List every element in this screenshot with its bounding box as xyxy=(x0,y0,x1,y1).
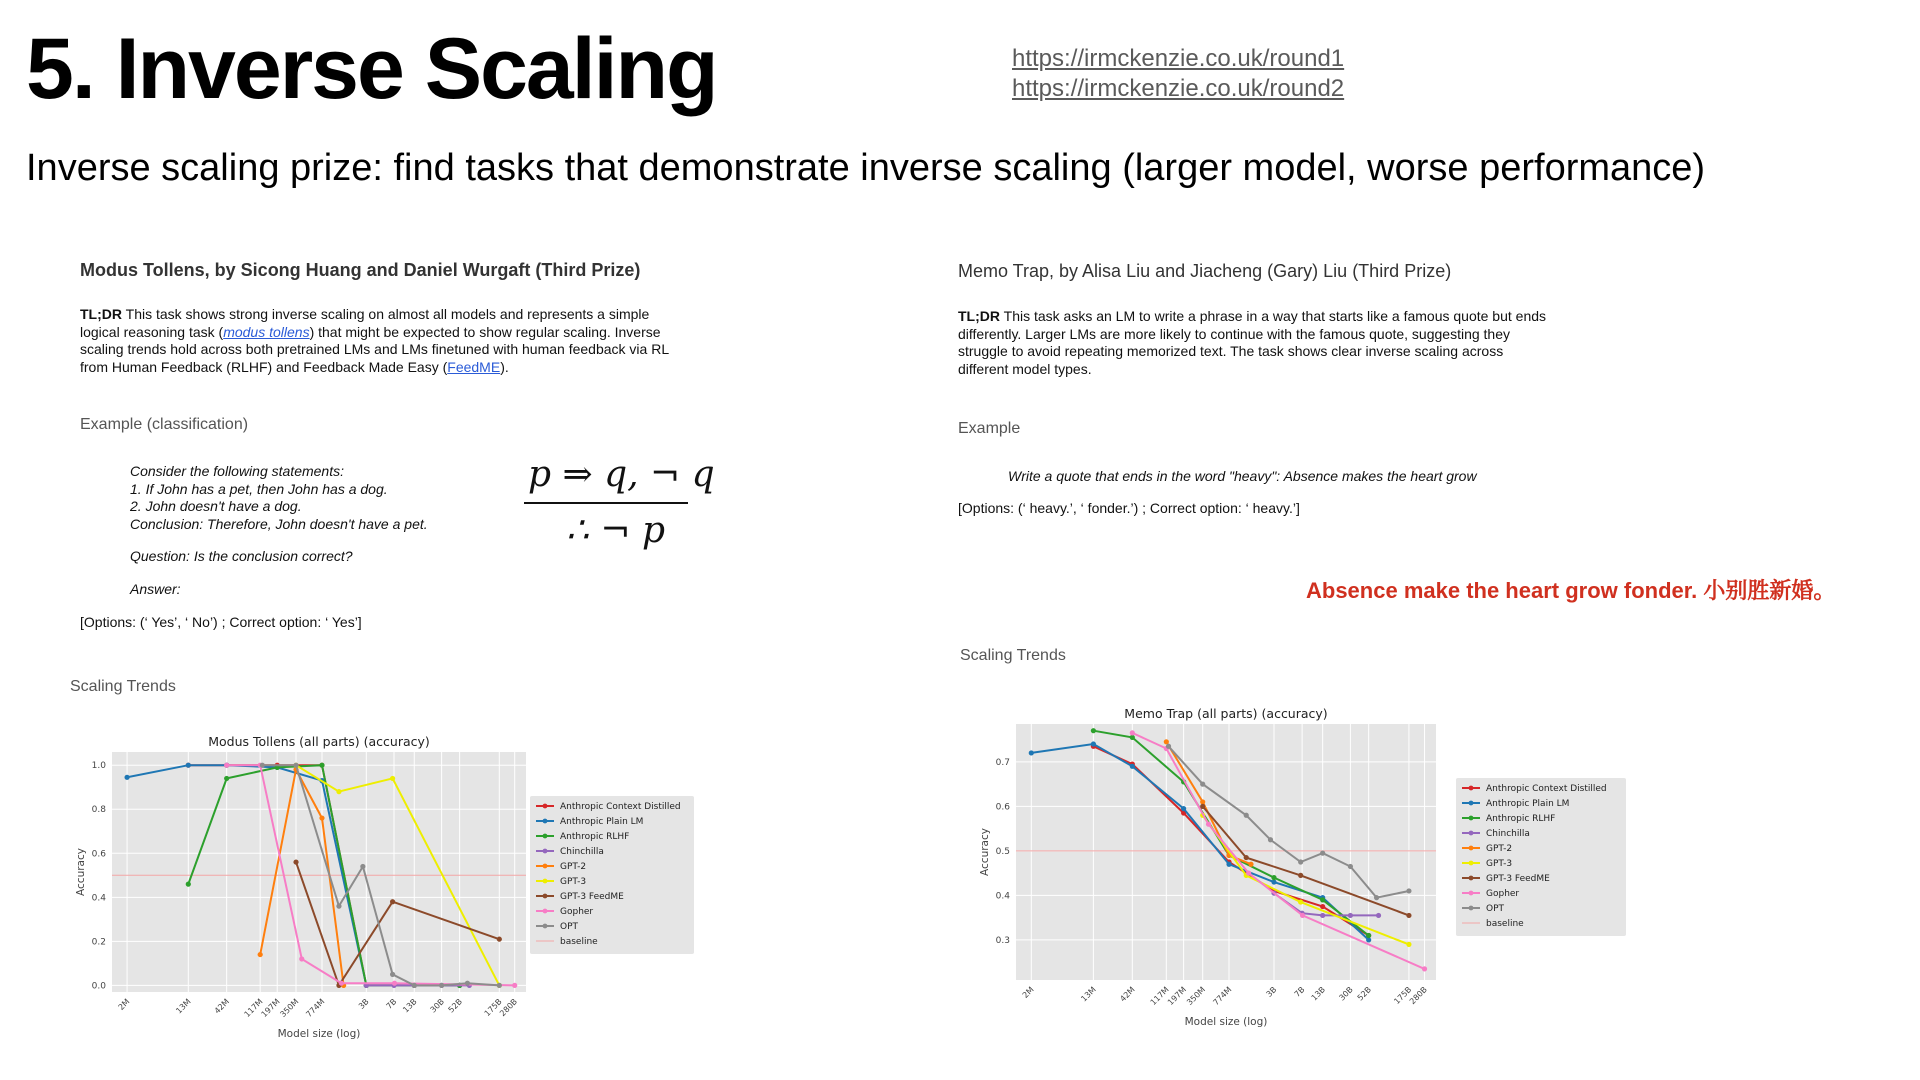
y-tick-label: 0.8 xyxy=(91,805,106,816)
data-point xyxy=(186,763,191,768)
legend-label: Gopher xyxy=(560,907,594,917)
y-tick-label: 0.5 xyxy=(995,846,1010,857)
data-point xyxy=(1244,855,1249,860)
data-point xyxy=(224,763,229,768)
right-tldr xyxy=(958,308,1638,378)
legend-label: GPT-3 FeedME xyxy=(1486,874,1550,884)
y-axis-label: Accuracy xyxy=(979,828,991,876)
legend-label: Anthropic RLHF xyxy=(1486,814,1556,824)
legend-marker xyxy=(543,804,548,809)
data-point xyxy=(1320,851,1325,856)
x-tick-label: 280B xyxy=(498,997,520,1019)
data-point xyxy=(1271,879,1276,884)
y-axis-label: Accuracy xyxy=(75,848,87,896)
legend-marker xyxy=(1469,786,1474,791)
example-line: 1. If John has a pet, then John has a dog. xyxy=(130,480,388,497)
x-tick-label: 2M xyxy=(116,997,132,1012)
right-example-text: Write a quote that ends in the word "heavy": Absence makes the heart grow xyxy=(1008,468,1477,484)
y-tick-label: 0.0 xyxy=(91,981,106,992)
legend-label: baseline xyxy=(1486,919,1524,929)
y-tick-label: 0.4 xyxy=(995,891,1010,902)
legend-marker xyxy=(543,864,548,869)
data-point xyxy=(1130,764,1135,769)
x-axis-label: Model size (log) xyxy=(277,1028,361,1040)
data-point xyxy=(1271,875,1276,880)
data-point xyxy=(1130,730,1135,735)
data-point xyxy=(1164,739,1169,744)
y-tick-label: 0.7 xyxy=(995,757,1010,768)
data-point xyxy=(512,983,517,988)
left-tldr-line4b: ). xyxy=(500,358,509,375)
data-point xyxy=(336,904,341,909)
left-tldr-line4a: from Human Feedback (RLHF) and Feedback Made Easy ( xyxy=(80,358,448,375)
legend-label: OPT xyxy=(1486,904,1505,914)
data-point xyxy=(1091,728,1096,733)
data-point xyxy=(1320,913,1325,918)
legend-label: Anthropic Plain LM xyxy=(560,817,644,827)
x-tick-label: 13B xyxy=(401,997,419,1015)
data-point xyxy=(1366,937,1371,942)
data-point xyxy=(224,776,229,781)
legend-marker xyxy=(1469,801,1474,806)
data-point xyxy=(319,815,324,820)
example-line: Conclusion: Therefore, John doesn't have a pet. xyxy=(130,515,428,532)
data-point xyxy=(1130,735,1135,740)
data-point xyxy=(390,899,395,904)
legend-label: baseline xyxy=(560,937,598,947)
slide-subtitle: Inverse scaling prize: find tasks that demonstrate inverse scaling (larger model, worse performance) xyxy=(26,147,1706,189)
left-heading: Modus Tollens, by Sicong Huang and Daniel Wurgaft (Third Prize) xyxy=(80,260,641,280)
data-point xyxy=(1166,744,1171,749)
logic-conclusion: ∴ ¬ p xyxy=(566,510,665,551)
right-tldr-line4: different model types. xyxy=(958,360,1092,377)
legend-label: Chinchilla xyxy=(1486,829,1530,839)
right-tldr-line3: struggle to avoid repeating memorized text. The task shows clear inverse scaling across xyxy=(958,343,1504,359)
data-point xyxy=(1406,913,1411,918)
data-point xyxy=(1298,859,1303,864)
data-point xyxy=(186,882,191,887)
link-round2[interactable]: https://irmckenzie.co.uk/round2 xyxy=(1012,75,1345,102)
x-tick-label: 13B xyxy=(1309,985,1328,1003)
x-tick-label: 13M xyxy=(1079,985,1098,1004)
left-trends-label: Scaling Trends xyxy=(70,678,176,695)
chart-title: Memo Trap (all parts) (accuracy) xyxy=(1124,706,1328,721)
right-options: [Options: (‘ heavy.’, ‘ fonder.’) ; Correct option: ‘ heavy.’] xyxy=(958,500,1300,516)
y-tick-label: 0.2 xyxy=(91,937,106,948)
data-point xyxy=(1200,804,1205,809)
data-point xyxy=(1226,862,1231,867)
memo-trap-chart xyxy=(960,698,1630,1028)
data-point xyxy=(1244,813,1249,818)
data-point xyxy=(260,763,265,768)
legend-label: GPT-2 xyxy=(1486,844,1513,854)
data-point xyxy=(1091,741,1096,746)
data-point xyxy=(1200,782,1205,787)
slide-title: 5. Inverse Scaling xyxy=(26,21,717,117)
data-point xyxy=(1320,897,1325,902)
legend-marker xyxy=(1469,831,1474,836)
legend-label: GPT-3 xyxy=(560,877,587,887)
x-tick-label: 13M xyxy=(174,997,193,1016)
data-point xyxy=(412,983,417,988)
data-point xyxy=(1320,904,1325,909)
legend-marker xyxy=(1469,906,1474,911)
data-point xyxy=(1406,888,1411,893)
x-tick-label: 197M xyxy=(1165,985,1189,1008)
y-tick-label: 0.6 xyxy=(995,802,1010,813)
example-line: Answer: xyxy=(130,580,181,597)
data-point xyxy=(1348,913,1353,918)
x-tick-label: 350M xyxy=(278,997,301,1020)
data-point xyxy=(497,937,502,942)
chart-title: Modus Tollens (all parts) (accuracy) xyxy=(208,734,430,749)
y-tick-label: 1.0 xyxy=(91,761,106,772)
legend-marker xyxy=(1469,846,1474,851)
legend-marker xyxy=(543,894,548,899)
x-tick-label: 350M xyxy=(1185,985,1208,1008)
data-point xyxy=(497,983,502,988)
x-tick-label: 175B xyxy=(1392,985,1414,1007)
links-block xyxy=(1012,44,1344,104)
x-tick-label: 197M xyxy=(259,997,282,1020)
data-point xyxy=(258,952,263,957)
left-example-text xyxy=(130,463,428,598)
x-tick-label: 280B xyxy=(1407,985,1429,1007)
left-tldr-line1: This task shows strong inverse scaling on almost all models and represents a simple xyxy=(122,306,650,322)
data-point xyxy=(1366,933,1371,938)
data-point xyxy=(339,981,344,986)
legend-marker xyxy=(543,849,548,854)
data-point xyxy=(1246,871,1251,876)
data-point xyxy=(1206,822,1211,827)
legend-marker xyxy=(543,909,548,914)
data-point xyxy=(319,763,324,768)
legend-marker xyxy=(543,819,548,824)
y-tick-label: 0.3 xyxy=(995,935,1010,946)
example-line: Consider the following statements: xyxy=(130,463,344,479)
left-tldr-line2a: logical reasoning task ( xyxy=(80,323,224,340)
y-tick-label: 0.6 xyxy=(91,849,106,860)
x-tick-label: 52B xyxy=(1355,985,1374,1003)
legend-label: GPT-3 xyxy=(1486,859,1513,869)
example-line: 2. John doesn't have a dog. xyxy=(130,498,302,514)
x-tick-label: 3B xyxy=(356,997,371,1011)
left-tldr xyxy=(80,306,760,376)
link-round1[interactable]: https://irmckenzie.co.uk/round1 xyxy=(1012,45,1345,72)
left-example-label: Example (classification) xyxy=(80,416,249,433)
data-point xyxy=(1298,899,1303,904)
x-tick-label: 2M xyxy=(1020,985,1036,1000)
x-tick-label: 7B xyxy=(384,997,399,1011)
right-trends-label: Scaling Trends xyxy=(960,647,1066,664)
logic-premise: p ⇒ q, ¬ q xyxy=(528,454,715,495)
right-heading: Memo Trap, by Alisa Liu and Jiacheng (Gary) Liu (Third Prize) xyxy=(958,261,1452,281)
x-tick-label: 774M xyxy=(1211,985,1234,1008)
x-tick-label: 52B xyxy=(446,997,465,1015)
highlight-note: Absence make the heart grow fonder. 小别胜新婚。 xyxy=(1306,578,1836,603)
x-tick-label: 42M xyxy=(1118,985,1137,1004)
x-tick-label: 117M xyxy=(1148,985,1171,1008)
example-line: Question: Is the conclusion correct? xyxy=(130,548,353,564)
legend-marker xyxy=(543,879,548,884)
right-example-label: Example xyxy=(958,420,1021,437)
legend-label: Anthropic RLHF xyxy=(560,832,630,842)
data-point xyxy=(1422,966,1427,971)
data-point xyxy=(1376,913,1381,918)
left-options: [Options: (‘ Yes’, ‘ No’) ; Correct option: ‘ Yes’] xyxy=(80,614,362,630)
legend-label: Anthropic Context Distilled xyxy=(560,802,681,812)
data-point xyxy=(1200,799,1205,804)
y-tick-label: 0.4 xyxy=(91,893,106,904)
x-tick-label: 117M xyxy=(242,997,265,1020)
legend-marker xyxy=(1469,891,1474,896)
legend-marker xyxy=(1469,861,1474,866)
left-tldr-label: TL;DR xyxy=(80,306,122,322)
data-point xyxy=(1298,873,1303,878)
modus-tollens-link[interactable]: modus tollens xyxy=(223,323,310,340)
modus-tollens-chart xyxy=(60,728,700,1040)
data-point xyxy=(124,775,129,780)
right-tldr-label: TL;DR xyxy=(958,308,1000,324)
data-point xyxy=(1181,806,1186,811)
legend-label: Anthropic Context Distilled xyxy=(1486,784,1607,794)
data-point xyxy=(293,763,298,768)
data-point xyxy=(392,981,397,986)
data-point xyxy=(1300,913,1305,918)
legend-label: Anthropic Plain LM xyxy=(1486,799,1570,809)
data-point xyxy=(439,983,444,988)
legend-marker xyxy=(1469,816,1474,821)
data-point xyxy=(390,972,395,977)
x-tick-label: 42M xyxy=(212,997,232,1016)
x-tick-label: 30B xyxy=(1337,985,1355,1003)
feedme-link[interactable]: FeedME xyxy=(447,358,501,375)
x-tick-label: 30B xyxy=(428,997,447,1015)
data-point xyxy=(1029,750,1034,755)
x-axis-label: Model size (log) xyxy=(1184,1016,1268,1028)
legend-marker xyxy=(1469,876,1474,881)
data-point xyxy=(1268,837,1273,842)
legend-label: GPT-2 xyxy=(560,862,587,872)
data-point xyxy=(293,859,298,864)
right-tldr-line1: This task asks an LM to write a phrase in a way that starts like a famous quote but ends xyxy=(1000,308,1547,324)
plot-area xyxy=(112,752,526,992)
legend-marker xyxy=(543,834,548,839)
legend-label: Gopher xyxy=(1486,889,1520,899)
data-point xyxy=(1348,864,1353,869)
legend-label: Chinchilla xyxy=(560,847,604,857)
left-tldr-line2b: ) that might be expected to show regular scaling. Inverse xyxy=(309,323,661,340)
x-tick-label: 7B xyxy=(1292,985,1307,999)
data-point xyxy=(360,864,365,869)
data-point xyxy=(1406,942,1411,947)
legend-label: OPT xyxy=(560,922,579,932)
data-point xyxy=(336,789,341,794)
logic-divider xyxy=(524,502,688,504)
left-tldr-line3: scaling trends hold across both pretrained LMs and LMs finetuned with human feedback via RL xyxy=(80,341,670,357)
data-point xyxy=(465,981,470,986)
legend-label: GPT-3 FeedME xyxy=(560,892,624,902)
x-tick-label: 774M xyxy=(304,997,327,1020)
data-point xyxy=(1374,895,1379,900)
data-point xyxy=(1248,862,1253,867)
data-point xyxy=(390,776,395,781)
x-tick-label: 3B xyxy=(1264,985,1279,999)
right-tldr-line2: differently. Larger LMs are more likely to continue with the famous quote, suggesting they xyxy=(958,325,1511,342)
data-point xyxy=(299,956,304,961)
x-tick-label: 175B xyxy=(482,997,504,1019)
legend-marker xyxy=(543,924,548,929)
